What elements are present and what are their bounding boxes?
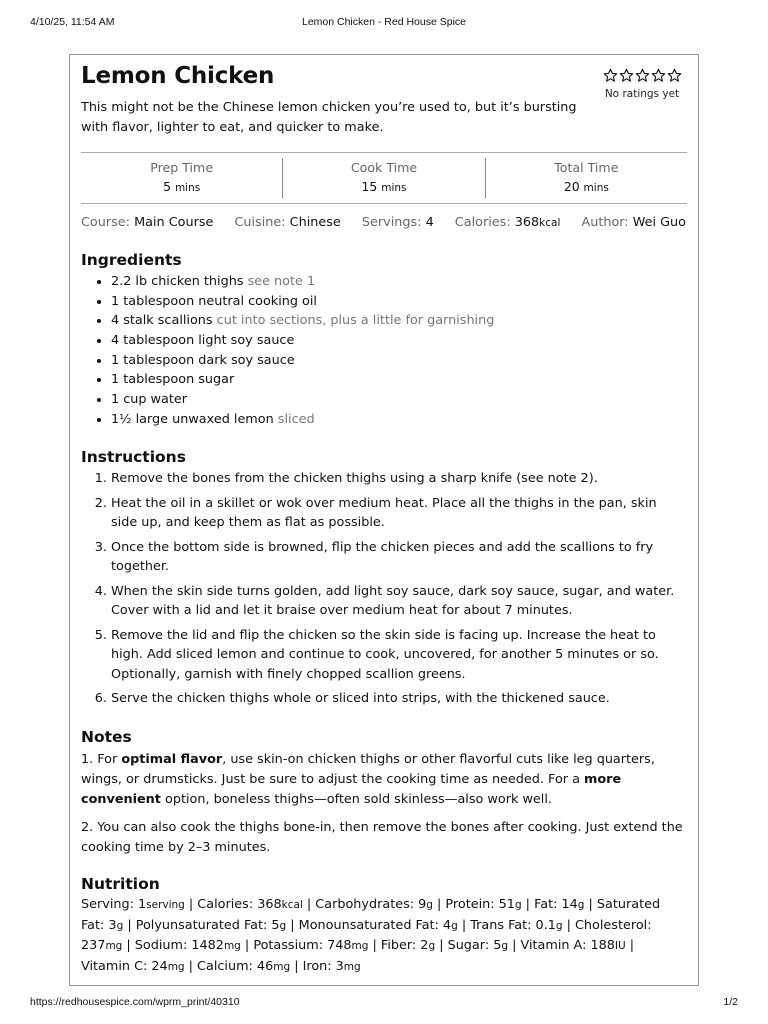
- total-time: [485, 158, 687, 198]
- nutrition-item: Sugar: 5g: [447, 938, 509, 953]
- star-icon[interactable]: [651, 68, 666, 83]
- ingredient-item: • 1 tablespoon sugar: [111, 370, 494, 390]
- ingredient-item: • 1 cup water: [111, 390, 494, 410]
- rating-stars[interactable]: [597, 68, 687, 83]
- ingredient-item: • 1 tablespoon neutral cooking oil: [111, 292, 494, 312]
- print-url[interactable]: https://redhousespice.com/wprm_print/40310: [30, 996, 240, 1008]
- print-footer: [30, 996, 738, 1010]
- ingredient-item: • 4 tablespoon light soy sauce: [111, 331, 494, 351]
- page-number: 1/2: [723, 996, 738, 1008]
- cook-time-value: 15: [361, 179, 378, 194]
- nutrition-item: Cholesterol: 237mg: [81, 917, 652, 953]
- instructions-heading: Instructions: [81, 448, 186, 466]
- meta-servings[interactable]: Servings: 4: [361, 215, 434, 230]
- meta-course: Course: Main Course: [81, 215, 214, 230]
- recipe-meta: [81, 215, 703, 230]
- prep-time-unit: mins: [174, 182, 201, 194]
- recipe-times: [81, 158, 687, 198]
- nutrition-item: Vitamin C: 24mg: [81, 958, 185, 974]
- nutrition-heading: Nutrition: [81, 875, 160, 893]
- cook-time-label: Cook Time: [350, 160, 418, 175]
- ingredients-list: [81, 272, 494, 430]
- divider: [81, 152, 687, 153]
- nutrition-item: Protein: 51g: [445, 897, 522, 912]
- nutrition-item: Fiber: 2g: [380, 938, 436, 953]
- instruction-step: 6. Serve the chicken thighs whole or sliced into strips, with the thickened sauce.: [111, 689, 687, 709]
- nutrition-item: Calories: 368kcal: [197, 897, 303, 912]
- star-icon[interactable]: [619, 68, 634, 83]
- total-time-unit: mins: [583, 182, 609, 194]
- ingredient-item: • 4 stalk scallions cut into sections, plus a little for garnishing: [111, 311, 494, 331]
- notes-heading: Notes: [81, 728, 132, 746]
- star-icon[interactable]: [603, 68, 618, 83]
- instruction-step: 2. Heat the oil in a skillet or wok over medium heat. Place all the thighs in the pan, skin side up, and keep them as flat as possible.: [111, 494, 687, 533]
- ingredient-item: • 1 tablespoon dark soy sauce: [111, 351, 494, 371]
- meta-calories: Calories: 368kcal: [454, 215, 561, 230]
- prep-time: [81, 158, 282, 198]
- meta-cuisine: Cuisine: Chinese: [234, 215, 341, 230]
- nutrition-item: Calcium: 46mg: [197, 958, 291, 974]
- star-icon[interactable]: [667, 68, 682, 83]
- nutrition-item: Vitamin A: 188IU: [520, 938, 626, 953]
- nutrition-facts: Serving: 1serving | Calories: 368kcal | Carbohydrates: 9g | Protein: 51g | Fat: 14g | Saturated Fat: 3g | Polyunsaturated Fat: 5g | Monounsaturated Fat: 4g | Trans Fat: 0.1g | Cholesterol: 237mg | Sodium: 1482mg | Potassium: 748mg | Fiber: 2g | Sugar: 5g | Vitamin A: 188IU | Vitamin C: 24mg | Calcium: 46mg | Iron: 3mg: [81, 897, 661, 974]
- instruction-step: 5. Remove the lid and flip the chicken so the skin side is facing up. Increase the heat to high. Add sliced lemon and continue to cook, uncovered, for another 5 minutes or so. Optionally, garnish with finely chopped scallion greens.: [111, 626, 687, 685]
- recipe-title: Lemon Chicken: [81, 63, 275, 89]
- nutrition-item: Monounsaturated Fat: 4g: [298, 917, 458, 933]
- nutrition-item: Polyunsaturated Fat: 5g: [135, 917, 287, 933]
- nutrition-item: Serving: 1serving: [81, 897, 185, 912]
- ingredients-heading: Ingredients: [81, 251, 182, 269]
- rating-text: No ratings yet: [604, 88, 680, 100]
- nutrition-item: Iron: 3mg: [302, 958, 361, 974]
- total-time-label: Total Time: [554, 160, 619, 175]
- print-datetime: 4/10/25, 11:54 AM: [30, 16, 115, 28]
- divider: [81, 203, 687, 204]
- total-time-value: 20: [563, 179, 580, 194]
- nutrition-item: Sodium: 1482mg: [134, 938, 241, 953]
- star-icon[interactable]: [635, 68, 650, 83]
- ingredient-item: • 2.2 lb chicken thighs see note 1: [111, 272, 494, 292]
- nutrition-item: Trans Fat: 0.1g: [470, 917, 563, 933]
- nutrition-item: Saturated Fat: 3g: [81, 897, 661, 933]
- meta-author: Author: Wei Guo: [581, 215, 686, 230]
- nutrition-item: Potassium: 748mg: [253, 938, 369, 953]
- prep-time-value: 5: [163, 179, 171, 194]
- nutrition-item: Fat: 14g: [534, 897, 585, 912]
- print-page-title: Lemon Chicken - Red House Spice: [301, 16, 466, 28]
- prep-time-label: Prep Time: [150, 160, 214, 175]
- instruction-step: 3. Once the bottom side is browned, flip the chicken pieces and add the scallions to fry together.: [111, 538, 687, 577]
- instruction-step: 1. Remove the bones from the chicken thighs using a sharp knife (see note 2).: [111, 469, 687, 489]
- cook-time-unit: mins: [381, 182, 407, 194]
- notes-body: [81, 750, 687, 866]
- nutrition-item: Carbohydrates: 9g: [315, 897, 433, 912]
- note-1: 1. For optimal flavor, use skin-on chicken thighs or other flavorful cuts like leg quarters, wings, or drumsticks. Just be sure to adjust the cooking time as needed. For a more convenient option, boneless thighs—often sold skinless—also work well.: [81, 752, 655, 807]
- recipe-card: [69, 54, 699, 986]
- print-header: [30, 16, 738, 30]
- ingredient-item: • 1½ large unwaxed lemon sliced: [111, 410, 494, 430]
- recipe-rating[interactable]: [597, 68, 687, 100]
- cook-time: [282, 158, 484, 198]
- instruction-step: 4. When the skin side turns golden, add light soy sauce, dark soy sauce, sugar, and water. Cover with a lid and let it braise over medium heat for about 7 minutes.: [111, 582, 687, 621]
- recipe-summary: This might not be the Chinese lemon chicken you’re used to, but it’s bursting with flavor, lighter to eat, and quicker to make.: [81, 100, 577, 135]
- note-2: 2. You can also cook the thighs bone-in, then remove the bones after cooking. Just extend the cooking time by 2–3 minutes.: [81, 820, 683, 855]
- instructions-list: [81, 469, 687, 714]
